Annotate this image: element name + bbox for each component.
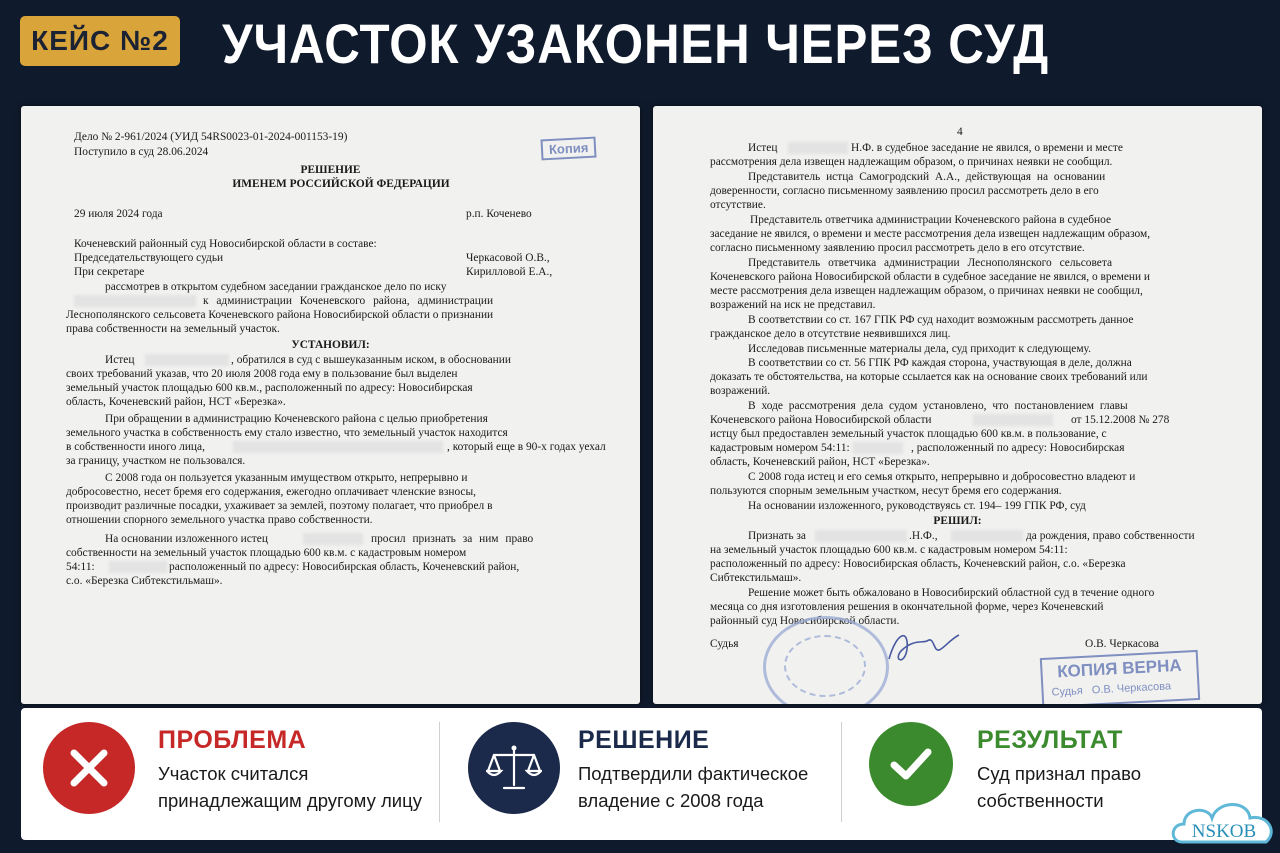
doc-line: При секретаре <box>74 266 145 278</box>
doc-line: Решение может быть обжаловано в Новосибирский областной суд в течение одного <box>748 587 1155 599</box>
doc-line: р.п. Коченево <box>466 208 532 220</box>
court-document-page-2 <box>653 106 1262 704</box>
stamp-judge <box>1043 679 1197 699</box>
doc-line: гражданское дело в отсутствие неявившихся лиц. <box>710 328 951 340</box>
doc-line: согласно письменному заявлению просил рассмотреть дело в его отсутствие. <box>710 242 1085 254</box>
doc-heading: РЕШЕНИЕ <box>300 164 361 176</box>
copy-stamp: Копия <box>540 137 596 161</box>
doc-line: отсутствие. <box>710 199 766 211</box>
doc-line: На основании изложенного истец <box>105 533 268 545</box>
doc-line: В ходе рассмотрения дела судом установлено, что постановлением главы <box>748 400 1128 412</box>
doc-line: истцу был предоставлен земельный участок площадью 600 кв.м. в пользование, с <box>710 428 1107 440</box>
page-number: 4 <box>957 126 963 138</box>
doc-line: Представитель ответчика администрации Леснополянского сельсовета <box>748 257 1112 269</box>
doc-line: добросовестно, несет бремя его содержания, ежегодно оплачивает членские взносы, <box>66 486 476 498</box>
summary-line: Подтвердили фактическое <box>578 763 809 784</box>
doc-line: Н.Ф. в судебное заседание не явился, о времени и месте <box>851 142 1123 154</box>
redaction <box>815 530 907 542</box>
doc-line: отношении спорного земельного участка право собственности. <box>66 514 373 526</box>
doc-line: Черкасовой О.В., <box>466 252 550 264</box>
doc-line: своих требований указав, что 20 июля 2008 года ему в пользование был выделен <box>66 368 458 380</box>
doc-line: Леснополянского сельсовета Коченевского района Новосибирской области о признании <box>66 309 494 321</box>
doc-line: При обращении в администрацию Коченевского района с целью приобретения <box>105 413 488 425</box>
doc-line: месте рассмотрения дела извещен надлежащим образом, о причинах неявки не сообщил, <box>710 285 1143 297</box>
doc-line: В соответствии со ст. 167 ГПК РФ суд находит возможным рассмотреть данное <box>748 314 1134 326</box>
doc-line: Представитель ответчика администрации Коченевского района в судебное <box>750 214 1112 226</box>
doc-line: кадастровым номером 54:11: <box>710 442 850 454</box>
summary-title: РЕЗУЛЬТАТ <box>977 726 1123 754</box>
doc-line: земельный участок площадью 600 кв.м., расположенный по адресу: Новосибирская <box>66 382 473 394</box>
doc-line: права собственности на земельный участок. <box>66 323 280 335</box>
doc-line: В соответствии со ст. 56 ГПК РФ каждая сторона, участвующая в деле, должна <box>748 357 1132 369</box>
doc-line: Признать за <box>748 530 806 542</box>
doc-line: рассмотрев в открытом судебном заседании гражданское дело по иску <box>105 281 447 293</box>
redaction <box>145 354 229 366</box>
doc-line: доказать те обстоятельства, на которые ссылается как на основание своих требований или <box>710 371 1148 383</box>
doc-heading: УСТАНОВИЛ: <box>291 339 370 351</box>
doc-line: область, Коченевский район, НСТ «Березка». <box>66 396 286 408</box>
doc-line: к администрации Коченевского района, администрации <box>203 295 494 307</box>
doc-line: заседание не явился, о времени и месте рассмотрения дела извещен надлежащим образом, <box>710 228 1151 240</box>
doc-heading: ИМЕНЕМ РОССИЙСКОЙ ФЕДЕРАЦИИ <box>232 178 450 190</box>
doc-line: , обратился в суд с вышеуказанным иском, в обосновании <box>231 354 511 366</box>
redaction <box>233 441 443 453</box>
doc-line: просил признать за ним право <box>371 533 534 545</box>
case-badge: КЕЙС №2 <box>20 16 180 66</box>
doc-line: Кирилловой Е.А., <box>466 266 553 278</box>
scales-icon <box>468 722 560 814</box>
doc-line: 29 июля 2024 года <box>74 208 163 220</box>
doc-line: пользуются спорным земельным участком, несут бремя его содержания. <box>710 485 1062 497</box>
x-icon <box>43 722 135 814</box>
stamp-judge-name: О.В. Черкасова <box>1091 680 1172 697</box>
doc-line: доверенности, согласно письменному заявлению просил рассмотреть дело в его <box>710 185 1099 197</box>
doc-line: Исследовав письменные материалы дела, суд приходит к следующему. <box>748 343 1091 355</box>
summary-text <box>578 760 808 814</box>
doc-line: собственности на земельный участок площадью 600 кв.м. с кадастровым номером <box>66 547 467 559</box>
redaction <box>303 533 363 545</box>
doc-line: возражений на иск не представил. <box>710 299 876 311</box>
doc-line: .Н.Ф., <box>909 530 938 542</box>
doc-line: районный суд Новосибирской области. <box>710 615 900 627</box>
doc-line: за границу, участком не пользовался. <box>66 455 246 467</box>
doc-line: Председательствующего судьи <box>74 252 224 264</box>
certified-copy-stamp <box>1040 650 1200 704</box>
summary-problem <box>21 708 439 840</box>
logo-text: NSKOB <box>1191 821 1257 842</box>
signature-icon <box>883 621 963 671</box>
doc-line: С 2008 года истец и его семья открыто, непрерывно и добросовестно владеют и <box>748 471 1136 483</box>
summary-line: владение с 2008 года <box>578 790 764 811</box>
doc-line: , расположенный по адресу: Новосибирская <box>911 442 1125 454</box>
doc-line: Коченевского района Новосибирской области в судебное заседание не явился, о времени и <box>710 271 1151 283</box>
doc-line: Сибтекстильмаш». <box>710 572 802 584</box>
doc-line: Коченевского района Новосибирской области <box>710 414 932 426</box>
doc-line: Дело № 2-961/2024 (УИД 54RS0023-01-2024-001153-19) <box>74 131 348 143</box>
doc-line: Коченевский районный суд Новосибирской области в составе: <box>74 238 377 250</box>
stamp-judge-label: Судья <box>1051 684 1084 699</box>
doc-line: Истец <box>748 142 778 154</box>
doc-line: с.о. «Березка Сибтекстильмаш». <box>66 575 223 587</box>
doc-line: в собственности иного лица, <box>66 441 205 453</box>
doc-line: Истец <box>105 354 135 366</box>
stamp-title: КОПИЯ ВЕРНА <box>1056 655 1183 682</box>
doc-line: 54:11: <box>66 561 95 573</box>
doc-line: да рождения, право собственности <box>1026 530 1195 542</box>
summary-line: принадлежащим другому лицу <box>158 790 422 811</box>
summary-text <box>158 760 422 814</box>
doc-line: от 15.12.2008 № 278 <box>1071 414 1170 426</box>
summary-line: собственности <box>977 790 1104 811</box>
summary-bar <box>21 708 1262 840</box>
page-title: УЧАСТОК УЗАКОНЕН ЧЕРЕЗ СУД <box>222 12 1050 75</box>
redaction <box>109 561 167 573</box>
check-icon <box>869 722 953 806</box>
doc-line: расположенный по адресу: Новосибирская область, Коченевский район, с.о. «Березка <box>710 558 1126 570</box>
doc-line: рассмотрения дела извещен надлежащим образом, о причинах неявки не сообщил. <box>710 156 1113 168</box>
doc-line: Представитель истца Самогродский А.А., действующая на основании <box>748 171 1106 183</box>
redaction <box>951 530 1023 542</box>
doc-line: Поступило в суд 28.06.2024 <box>74 146 209 158</box>
doc-line: , который еще в 90-х годах уехал <box>447 441 606 453</box>
court-document-page-1 <box>21 106 640 704</box>
summary-solution <box>440 708 840 840</box>
doc-line: производит различные посадки, ухаживает за землей, поэтому полагает, что приобрел в <box>66 500 493 512</box>
doc-line: область, Коченевский район, НСТ «Березка». <box>710 456 930 468</box>
redaction <box>788 142 848 154</box>
doc-line: расположенный по адресу: Новосибирская область, Коченевский район, <box>169 561 520 573</box>
summary-line: Суд признал право <box>977 763 1141 784</box>
redaction <box>853 442 903 454</box>
doc-line: С 2008 года он пользуется указанным имуществом открыто, непрерывно и <box>105 472 468 484</box>
doc-line: Судья <box>710 638 739 650</box>
doc-line: на земельный участок площадью 600 кв.м. с кадастровым номером 54:11: <box>710 544 1068 556</box>
doc-line: месяца со дня изготовления решения в окончательной форме, через Коченевский <box>710 601 1104 613</box>
doc-line: возражений. <box>710 385 771 397</box>
nskob-logo <box>1168 790 1280 853</box>
doc-line: земельного участка в собственность ему стало известно, что земельный участок находится <box>66 427 508 439</box>
doc-line: На основании изложенного, руководствуясь ст. 194– 199 ГПК РФ, суд <box>748 500 1086 512</box>
redaction <box>973 414 1053 426</box>
summary-title: ПРОБЛЕМА <box>158 726 307 754</box>
doc-heading: РЕШИЛ: <box>933 515 982 527</box>
doc-line: О.В. Черкасова <box>1085 638 1159 650</box>
summary-title: РЕШЕНИЕ <box>578 726 710 754</box>
summary-line: Участок считался <box>158 763 309 784</box>
court-seal-icon <box>763 616 889 704</box>
redaction <box>74 295 196 307</box>
summary-text <box>977 760 1141 814</box>
